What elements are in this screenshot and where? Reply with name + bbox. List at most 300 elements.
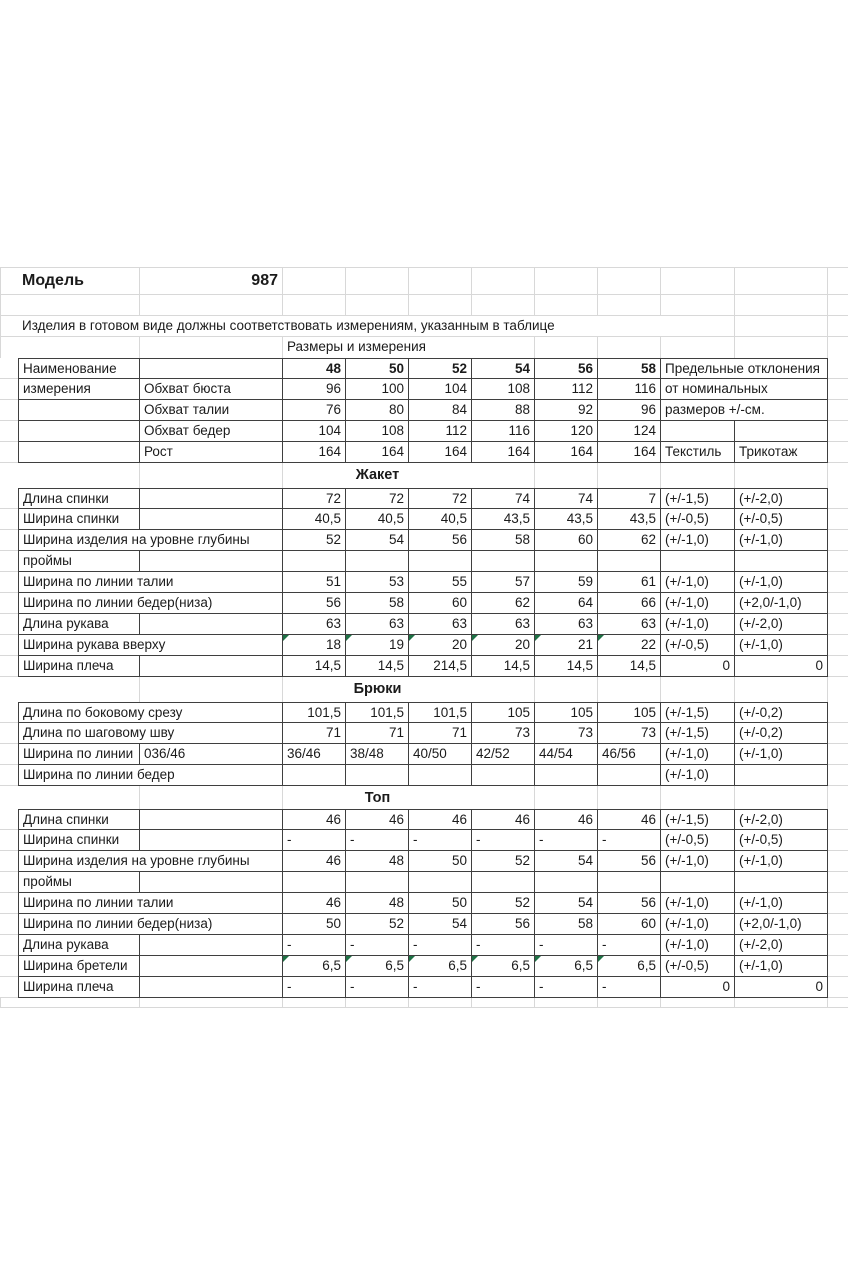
value-cell: 22: [598, 635, 661, 656]
value-cell: -: [535, 830, 598, 851]
value-cell: 58: [346, 593, 409, 614]
value-cell: 63: [535, 614, 598, 635]
row-label-cell: Длина рукава: [18, 935, 140, 956]
measurement-value-cell: 124: [598, 421, 661, 442]
tolerance-cell: (+/-1,5): [661, 809, 735, 830]
value-cell: 105: [472, 702, 535, 723]
left-margin-cell: [0, 744, 18, 765]
measurement-value-cell: 164: [409, 442, 472, 463]
row-label-cell: [18, 400, 140, 421]
table-row: [0, 593, 848, 614]
right-margin-cell: [828, 551, 848, 572]
right-margin-cell: [828, 656, 848, 677]
tolerance-cell: (+/-1,0): [661, 530, 735, 551]
left-margin-cell: [0, 677, 18, 702]
measurement-name-cell: Обхват талии: [140, 400, 283, 421]
row-label-cell: проймы: [18, 872, 140, 893]
table-row: [0, 956, 848, 977]
tolerance-cell: 0: [661, 656, 735, 677]
row-sublabel-cell: 036/46: [140, 744, 283, 765]
value-cell: -: [346, 977, 409, 998]
table-row: [0, 744, 848, 765]
tolerance-cell: (+/-1,0): [661, 765, 735, 786]
row-label-cell: Ширина по линии бедер(низа): [18, 914, 283, 935]
left-margin-cell: [0, 851, 18, 872]
value-cell: 6,5: [409, 956, 472, 977]
model-label: Модель: [18, 267, 140, 295]
table-row: [0, 851, 848, 872]
empty-cell: [409, 295, 472, 316]
value-cell: [283, 551, 346, 572]
spreadsheet-area: [0, 267, 848, 1008]
row-label-cell: Длина по боковому срезу: [18, 702, 283, 723]
empty-cell: [661, 316, 735, 337]
value-cell: 62: [598, 530, 661, 551]
spacer-cell: [472, 786, 535, 809]
value-cell: [346, 872, 409, 893]
value-cell: -: [409, 830, 472, 851]
value-cell: 72: [346, 488, 409, 509]
tolerance-cell: (+/-1,0): [735, 956, 828, 977]
right-margin-cell: [828, 316, 848, 337]
table-row: [0, 977, 848, 998]
right-margin-cell: [828, 267, 848, 295]
value-cell: 62: [472, 593, 535, 614]
left-margin-cell: [0, 765, 18, 786]
size-table: [0, 358, 848, 1008]
measurement-value-cell: 164: [598, 442, 661, 463]
value-cell: [409, 765, 472, 786]
left-margin-cell: [0, 463, 18, 488]
empty-cell: [735, 998, 828, 1008]
empty-cell: [735, 267, 828, 295]
value-cell: 40/50: [409, 744, 472, 765]
left-margin-cell: [0, 572, 18, 593]
value-cell: 56: [472, 914, 535, 935]
row-label-cell: Ширина изделия на уровне глубины: [18, 851, 283, 872]
right-margin-cell: [828, 421, 848, 442]
value-cell: [346, 551, 409, 572]
value-cell: 14,5: [535, 656, 598, 677]
measurement-value-cell: 164: [535, 442, 598, 463]
empty-cell: [140, 295, 283, 316]
tolerance-cell: [735, 765, 828, 786]
value-cell: [535, 551, 598, 572]
empty-cell: [409, 267, 472, 295]
value-cell: 40,5: [409, 509, 472, 530]
value-cell: -: [598, 830, 661, 851]
value-cell: 19: [346, 635, 409, 656]
tolerance-cell: [661, 551, 735, 572]
value-cell: -: [283, 935, 346, 956]
value-cell: 52: [346, 914, 409, 935]
right-margin-cell: [828, 956, 848, 977]
empty-cell: [598, 295, 661, 316]
value-cell: -: [472, 830, 535, 851]
value-cell: 60: [409, 593, 472, 614]
spacer-cell: [535, 463, 598, 488]
spacer-cell: [140, 786, 283, 809]
empty-cell: [535, 998, 598, 1008]
value-cell: 50: [283, 914, 346, 935]
measurement-name-cell: Обхват бедер: [140, 421, 283, 442]
size-header-cell: 52: [409, 358, 472, 379]
left-margin-cell: [0, 337, 18, 358]
size-header-cell: 56: [535, 358, 598, 379]
value-cell: [346, 765, 409, 786]
tolerance-cell: (+/-0,2): [735, 723, 828, 744]
value-cell: 21: [535, 635, 598, 656]
spacer-cell: [140, 463, 283, 488]
left-margin-cell: [0, 379, 18, 400]
right-margin-cell: [828, 914, 848, 935]
value-cell: [283, 765, 346, 786]
row-sublabel-cell: [140, 830, 283, 851]
value-cell: -: [283, 830, 346, 851]
section-title-row: [0, 463, 848, 488]
value-cell: -: [472, 935, 535, 956]
section-title-row: [0, 677, 848, 702]
right-margin-cell: [828, 379, 848, 400]
value-cell: [598, 765, 661, 786]
table-row: [0, 488, 848, 509]
row-label-cell: проймы: [18, 551, 140, 572]
right-margin-cell: [828, 977, 848, 998]
value-cell: 6,5: [598, 956, 661, 977]
value-cell: 6,5: [346, 956, 409, 977]
row-label-cell: Ширина спинки: [18, 509, 140, 530]
value-cell: 50: [409, 893, 472, 914]
measurement-value-cell: 112: [535, 379, 598, 400]
tolerance-cell: (+/-1,0): [735, 635, 828, 656]
value-cell: -: [409, 977, 472, 998]
value-cell: 53: [346, 572, 409, 593]
value-cell: 52: [472, 893, 535, 914]
left-margin-cell: [0, 956, 18, 977]
tolerance-cell: (+/-1,5): [661, 723, 735, 744]
note-row: [0, 316, 848, 337]
value-cell: 50: [409, 851, 472, 872]
value-cell: 6,5: [535, 956, 598, 977]
value-cell: -: [346, 830, 409, 851]
value-cell: 59: [535, 572, 598, 593]
measurement-value-cell: 88: [472, 400, 535, 421]
value-cell: 52: [283, 530, 346, 551]
left-margin-cell: [0, 656, 18, 677]
measurement-name-cell: Рост: [140, 442, 283, 463]
table-title: Размеры и измерения: [287, 339, 426, 354]
spacer-cell: [598, 677, 661, 702]
value-cell: 55: [409, 572, 472, 593]
spacer-cell: [661, 786, 735, 809]
right-margin-cell: [828, 765, 848, 786]
empty-cell: [598, 337, 661, 358]
value-cell: -: [346, 935, 409, 956]
table-row: [0, 702, 848, 723]
value-cell: [472, 872, 535, 893]
right-margin-cell: [828, 530, 848, 551]
row-sublabel-cell: [140, 935, 283, 956]
value-cell: -: [535, 935, 598, 956]
value-cell: [535, 765, 598, 786]
measurement-value-cell: 80: [346, 400, 409, 421]
tolerance-cell: (+/-0,5): [661, 509, 735, 530]
value-cell: 74: [472, 488, 535, 509]
empty-cell: [535, 337, 598, 358]
value-cell: -: [598, 977, 661, 998]
table-row: [0, 914, 848, 935]
value-cell: 48: [346, 893, 409, 914]
right-margin-cell: [828, 509, 848, 530]
row-label-cell: Ширина по линии талии: [18, 893, 283, 914]
left-margin-cell: [0, 935, 18, 956]
tolerance-cell: (+/-2,0): [735, 809, 828, 830]
spacer-cell: [472, 677, 535, 702]
value-cell: -: [535, 977, 598, 998]
left-margin-cell: [0, 614, 18, 635]
right-margin-cell: [828, 872, 848, 893]
tolerance-note-cell: Предельные отклонения: [661, 358, 828, 379]
empty-cell: [472, 295, 535, 316]
row-label-cell: Ширина изделия на уровне глубины: [18, 530, 283, 551]
row-label-cell: Ширина бретели: [18, 956, 140, 977]
right-margin-cell: [828, 337, 848, 358]
spacer-cell: [535, 786, 598, 809]
row-sublabel-cell: [140, 614, 283, 635]
value-cell: 20: [409, 635, 472, 656]
value-cell: 71: [409, 723, 472, 744]
value-cell: [409, 872, 472, 893]
row-label-cell: Ширина плеча: [18, 656, 140, 677]
value-cell: [409, 551, 472, 572]
value-cell: [283, 872, 346, 893]
row-sublabel-cell: [140, 977, 283, 998]
value-cell: -: [409, 935, 472, 956]
measurement-value-cell: 116: [472, 421, 535, 442]
right-margin-cell: [828, 572, 848, 593]
trailing-grid-row: [0, 998, 848, 1008]
value-cell: 46: [283, 809, 346, 830]
tolerance-cell: (+/-1,0): [661, 572, 735, 593]
header-row: [0, 421, 848, 442]
spacer-cell: [661, 677, 735, 702]
table-row: [0, 530, 848, 551]
spacer-cell: [598, 786, 661, 809]
value-cell: [472, 765, 535, 786]
tolerance-cell: [735, 872, 828, 893]
value-cell: 40,5: [346, 509, 409, 530]
tolerance-cell: [735, 421, 828, 442]
value-cell: 101,5: [409, 702, 472, 723]
table-row: [0, 635, 848, 656]
table-row: [0, 935, 848, 956]
tolerance-cell: (+2,0/-1,0): [735, 593, 828, 614]
tolerance-cell: (+/-2,0): [735, 935, 828, 956]
size-header-cell: 54: [472, 358, 535, 379]
right-margin-cell: [828, 358, 848, 379]
row-label-cell: Ширина спинки: [18, 830, 140, 851]
left-margin-cell: [0, 488, 18, 509]
right-margin-cell: [828, 998, 848, 1008]
value-cell: 54: [535, 851, 598, 872]
right-margin-cell: [828, 744, 848, 765]
value-cell: 46: [346, 809, 409, 830]
empty-cell: [661, 295, 735, 316]
measurement-value-cell: 108: [472, 379, 535, 400]
value-cell: 73: [472, 723, 535, 744]
right-margin-cell: [828, 723, 848, 744]
value-cell: 14,5: [283, 656, 346, 677]
left-margin-cell: [0, 509, 18, 530]
row-sublabel-cell: [140, 809, 283, 830]
row-label-cell: Наименование: [18, 358, 140, 379]
spacer-cell: [735, 786, 828, 809]
measurement-value-cell: 84: [409, 400, 472, 421]
value-cell: 52: [472, 851, 535, 872]
measurement-value-cell: 76: [283, 400, 346, 421]
spacer-cell: [18, 677, 140, 702]
measurement-value-cell: 96: [598, 400, 661, 421]
right-margin-cell: [828, 851, 848, 872]
model-number: 987: [140, 267, 283, 295]
tolerance-cell: (+/-1,5): [661, 702, 735, 723]
table-row: [0, 509, 848, 530]
value-cell: -: [472, 977, 535, 998]
left-margin-cell: [0, 400, 18, 421]
row-label-cell: Длина спинки: [18, 488, 140, 509]
table-row: [0, 809, 848, 830]
value-cell: 214,5: [409, 656, 472, 677]
table-row: [0, 723, 848, 744]
empty-cell: [409, 998, 472, 1008]
right-margin-cell: [828, 702, 848, 723]
value-cell: 58: [535, 914, 598, 935]
value-cell: 105: [598, 702, 661, 723]
value-cell: 64: [535, 593, 598, 614]
measurement-name-cell: Обхват бюста: [140, 379, 283, 400]
value-cell: [598, 551, 661, 572]
value-cell: 40,5: [283, 509, 346, 530]
row-label-cell: Ширина по линии бедер(низа): [18, 593, 283, 614]
tolerance-cell: (+/-1,0): [661, 851, 735, 872]
spacer-cell: [535, 677, 598, 702]
tolerance-cell: (+/-0,2): [735, 702, 828, 723]
left-margin-cell: [0, 551, 18, 572]
value-cell: [598, 872, 661, 893]
section-title: Топ: [364, 790, 391, 806]
empty-cell: [283, 295, 346, 316]
spacer-cell: [472, 463, 535, 488]
value-cell: 72: [409, 488, 472, 509]
value-cell: 51: [283, 572, 346, 593]
row-label-cell: Ширина рукава вверху: [18, 635, 283, 656]
tolerance-cell: (+/-1,0): [661, 893, 735, 914]
header-row: [0, 379, 848, 400]
tolerance-cell: (+/-1,0): [735, 851, 828, 872]
row-sublabel-cell: [140, 488, 283, 509]
value-cell: -: [283, 977, 346, 998]
empty-cell: [18, 998, 140, 1008]
value-cell: 61: [598, 572, 661, 593]
table-row: [0, 551, 848, 572]
right-margin-cell: [828, 463, 848, 488]
section-title: Брюки: [353, 681, 402, 697]
measurement-value-cell: 164: [283, 442, 346, 463]
tolerance-cell: (+/-1,0): [735, 744, 828, 765]
tolerance-cell: [661, 872, 735, 893]
left-margin-cell: [0, 977, 18, 998]
value-cell: 54: [535, 893, 598, 914]
value-cell: 36/46: [283, 744, 346, 765]
spacer-cell: [661, 463, 735, 488]
row-label-cell: Длина спинки: [18, 809, 140, 830]
empty-cell: [535, 295, 598, 316]
empty-cell: [346, 998, 409, 1008]
measurement-value-cell: 96: [283, 379, 346, 400]
value-cell: 43,5: [598, 509, 661, 530]
left-margin-cell: [0, 809, 18, 830]
right-margin-cell: [828, 400, 848, 421]
value-cell: 66: [598, 593, 661, 614]
left-margin-cell: [0, 358, 18, 379]
tolerance-cell: (+/-1,0): [661, 593, 735, 614]
measurement-value-cell: 112: [409, 421, 472, 442]
right-margin-cell: [828, 893, 848, 914]
measurement-value-cell: 108: [346, 421, 409, 442]
left-margin-cell: [0, 635, 18, 656]
value-cell: [472, 551, 535, 572]
row-sublabel-cell: [140, 872, 283, 893]
tolerance-cell: (+/-0,5): [661, 830, 735, 851]
row-label-cell: Ширина по линии бедер: [18, 765, 283, 786]
spacer-cell: [140, 677, 283, 702]
empty-cell: [735, 316, 828, 337]
value-cell: 46: [472, 809, 535, 830]
left-margin-cell: [0, 316, 18, 337]
spacer-cell: [735, 463, 828, 488]
value-cell: 63: [472, 614, 535, 635]
right-margin-cell: [828, 677, 848, 702]
left-margin-cell: [0, 702, 18, 723]
value-cell: 73: [535, 723, 598, 744]
table-row: [0, 572, 848, 593]
empty-cell: [18, 337, 140, 358]
left-margin-cell: [0, 421, 18, 442]
value-cell: 18: [283, 635, 346, 656]
value-cell: 46: [535, 809, 598, 830]
measurement-value-cell: 100: [346, 379, 409, 400]
empty-cell: [346, 267, 409, 295]
measurement-value-cell: 104: [409, 379, 472, 400]
value-cell: 42/52: [472, 744, 535, 765]
tolerance-cell: 0: [735, 977, 828, 998]
value-cell: 46: [598, 809, 661, 830]
right-margin-cell: [828, 786, 848, 809]
tolerance-cell: (+/-1,0): [661, 914, 735, 935]
empty-cell: [472, 998, 535, 1008]
empty-cell: [661, 267, 735, 295]
row-sublabel-cell: [140, 956, 283, 977]
value-cell: 56: [283, 593, 346, 614]
left-margin-cell: [0, 267, 18, 295]
left-margin-cell: [0, 593, 18, 614]
empty-cell: [661, 337, 735, 358]
left-margin-cell: [0, 295, 18, 316]
tolerance-cell: [661, 421, 735, 442]
size-header-cell: 50: [346, 358, 409, 379]
value-cell: 56: [409, 530, 472, 551]
tolerance-cell: (+/-2,0): [735, 488, 828, 509]
